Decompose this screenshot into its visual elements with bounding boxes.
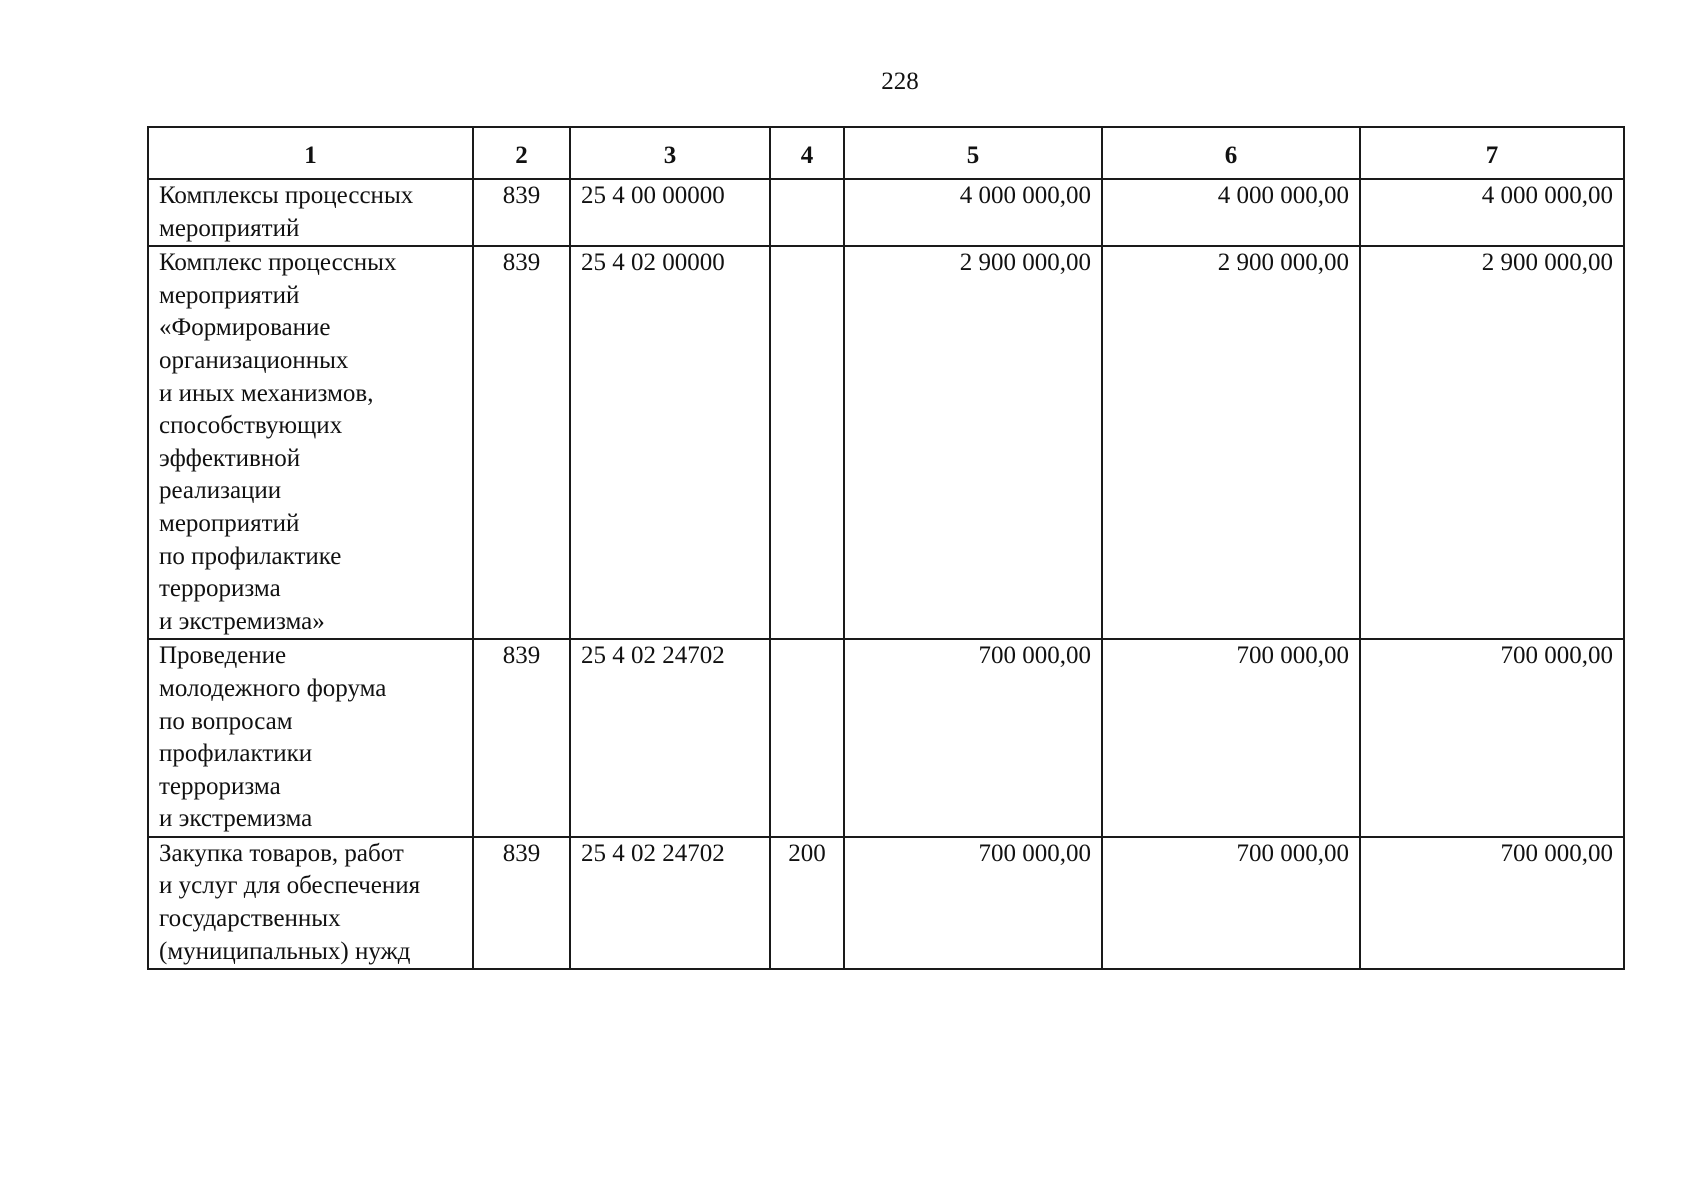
table-row (148, 246, 1624, 639)
row-name-cell (148, 837, 473, 969)
csr-cell: 25 4 02 24702 (570, 639, 770, 837)
vr-cell (770, 639, 844, 837)
value-col7-cell: 2 900 000,00 (1360, 246, 1624, 639)
column-header-4: 4 (770, 127, 844, 179)
row-name-cell (148, 639, 473, 837)
row-name-line: реализации (159, 477, 282, 505)
header-row (148, 127, 1624, 179)
value-col7-cell: 700 000,00 (1360, 639, 1624, 837)
column-header-1: 1 (148, 127, 473, 179)
row-name-line: организационных (159, 346, 349, 374)
row-name-line: Проведение (159, 642, 287, 670)
budget-table (147, 126, 1625, 970)
value-col5-cell: 700 000,00 (844, 837, 1102, 969)
grbs-cell: 839 (473, 837, 570, 969)
column-header-2: 2 (473, 127, 570, 179)
row-name-line: способствующих (159, 412, 343, 440)
csr-cell: 25 4 00 00000 (570, 179, 770, 246)
row-name-line: «Формирование (159, 314, 331, 342)
row-name-line: молодежного форума (159, 674, 387, 702)
row-name-line: эффективной (159, 444, 301, 472)
vr-cell: 200 (770, 837, 844, 969)
row-name-line: терроризма (159, 575, 281, 603)
value-col5-cell: 2 900 000,00 (844, 246, 1102, 639)
row-name-line: государственных (159, 905, 341, 933)
value-col6-cell: 700 000,00 (1102, 639, 1360, 837)
vr-cell (770, 246, 844, 639)
csr-cell: 25 4 02 00000 (570, 246, 770, 639)
row-name-line: мероприятий (159, 214, 300, 242)
value-col5-cell: 700 000,00 (844, 639, 1102, 837)
row-name-line: по профилактике (159, 542, 342, 570)
row-name-line: (муниципальных) нужд (159, 937, 411, 965)
row-name-line: мероприятий (159, 509, 300, 537)
column-header-7: 7 (1360, 127, 1624, 179)
row-name-line: Комплекс процессных (159, 249, 397, 277)
grbs-cell: 839 (473, 246, 570, 639)
row-name-cell (148, 179, 473, 246)
row-name-line: Закупка товаров, работ (159, 839, 404, 867)
row-name-cell (148, 246, 473, 639)
row-name-line: и экстремизма (159, 805, 313, 833)
column-header-5: 5 (844, 127, 1102, 179)
table-row (148, 837, 1624, 969)
row-name-line: и иных механизмов, (159, 379, 374, 407)
row-name-line: терроризма (159, 772, 281, 800)
row-name-line: профилактики (159, 740, 313, 768)
row-name-line: по вопросам (159, 707, 293, 735)
row-name-line: и экстремизма» (159, 607, 325, 635)
value-col7-cell: 4 000 000,00 (1360, 179, 1624, 246)
value-col7-cell: 700 000,00 (1360, 837, 1624, 969)
table-row (148, 179, 1624, 246)
csr-cell: 25 4 02 24702 (570, 837, 770, 969)
page-number: 228 (881, 68, 919, 95)
row-name-line: и услуг для обеспечения (159, 872, 421, 900)
value-col6-cell: 2 900 000,00 (1102, 246, 1360, 639)
row-name-line: мероприятий (159, 281, 300, 309)
grbs-cell: 839 (473, 179, 570, 246)
grbs-cell: 839 (473, 639, 570, 837)
vr-cell (770, 179, 844, 246)
table-row (148, 639, 1624, 837)
column-header-3: 3 (570, 127, 770, 179)
row-name-line: Комплексы процессных (159, 182, 414, 209)
column-header-6: 6 (1102, 127, 1360, 179)
value-col5-cell: 4 000 000,00 (844, 179, 1102, 246)
value-col6-cell: 4 000 000,00 (1102, 179, 1360, 246)
value-col6-cell: 700 000,00 (1102, 837, 1360, 969)
